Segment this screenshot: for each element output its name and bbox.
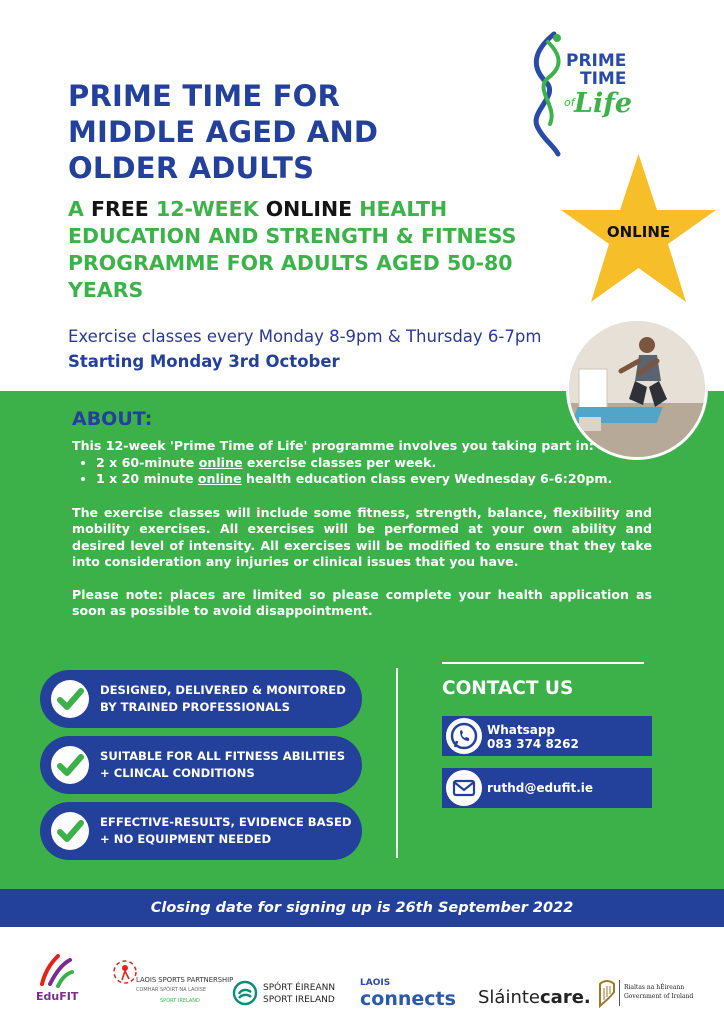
contact-heading: CONTACT US [442, 678, 574, 699]
title-line: OLDER ADULTS [68, 151, 315, 185]
subtitle-word: 12-WEEK [155, 197, 259, 221]
bullet-text: exercise classes per week. [242, 454, 437, 470]
harp-icon [596, 978, 618, 1008]
sponsor-logos [0, 940, 724, 1024]
about-intro: This 12-week 'Prime Time of Life' programme involves you taking part in: [72, 438, 594, 453]
bullet-underline: online [197, 471, 242, 486]
title-line: PRIME TIME FOR [68, 79, 341, 113]
subtitle-word: ONLINE [265, 197, 353, 221]
divider [396, 668, 398, 858]
laois-connects-text: connects [360, 988, 456, 1010]
laois-connects-top: LAOIS [360, 978, 391, 988]
about-note: Please note: places are limited so please complete your health application as soon as possible to avoid disappointment. [72, 586, 652, 618]
logo-of: of [564, 96, 575, 109]
subtitle-word: HEALTH [359, 197, 448, 221]
feature-line: + CLINCAL CONDITIONS [100, 766, 255, 780]
feature-text [100, 814, 360, 848]
feature-line: SUITABLE FOR ALL FITNESS ABILITIES [100, 749, 346, 763]
feature-line: BY TRAINED PROFESSIONALS [100, 700, 290, 714]
bullet-text: 2 x 60-minute [96, 454, 199, 470]
laois-sports-sub: SPORT IRELAND [160, 998, 200, 1004]
subtitle-line: EDUCATION AND STRENGTH & FITNESS [68, 224, 517, 248]
gov-divider [619, 980, 620, 1006]
feature-line: EFFECTIVE-RESULTS, EVIDENCE BASED [100, 815, 352, 829]
start-date: Starting Monday 3rd October [68, 352, 340, 371]
list-item [96, 455, 652, 472]
email-icon-wrap [444, 768, 484, 808]
edufit-logo-text: EduFIT [36, 990, 79, 1003]
sport-ireland-text: SPORT IRELAND [263, 995, 335, 1005]
about-paragraph: The exercise classes will include some fitness, strength, balance, flexibility and mobility exercises. All exercises will be performed at your own ability and desired level of intensity. All exercises will be modified to ensure that they take into consideration any injuries or clinical issues that you have. [72, 504, 652, 569]
bullet-underline: online [198, 454, 243, 470]
gov-text-english: Government of Ireland [624, 993, 694, 1000]
bullet-text: health education class every Wednesday 6-6:20pm. [241, 471, 613, 486]
subtitle-word: FREE [91, 197, 149, 221]
checkmark-icon [50, 811, 90, 851]
about-heading: ABOUT: [72, 408, 153, 430]
feature-text [100, 748, 360, 782]
whatsapp-label: Whatsapp [487, 723, 556, 737]
feature-line: + NO EQUIPMENT NEEDED [100, 832, 272, 846]
feature-line: DESIGNED, DELIVERED & MONITORED [100, 683, 346, 697]
subtitle-line: PROGRAMME FOR ADULTS AGED 50-80 [68, 251, 513, 275]
online-badge-label: ONLINE [606, 223, 671, 241]
feature-text [100, 682, 360, 716]
feature-pill [40, 802, 362, 860]
phone-icon [444, 716, 484, 756]
slaintecare-b: care. [540, 987, 591, 1008]
title-line: MIDDLE AGED AND [68, 115, 379, 149]
closing-date-banner: Closing date for signing up is 26th September 2022 [0, 889, 724, 927]
feature-pill [40, 736, 362, 794]
whatsapp-icon [446, 718, 482, 754]
whatsapp-text[interactable] [487, 723, 579, 751]
sport-ireland-text: SPÓRT ÉIREANN [263, 983, 336, 993]
logo-life: Life [574, 88, 633, 119]
page-title [68, 78, 488, 186]
logo-line: TIME [580, 69, 627, 89]
bullet-text: 1 x 20 minute [96, 471, 198, 486]
email-link[interactable]: ruthd@edufit.ie [487, 781, 594, 795]
slaintecare-logo [478, 987, 591, 1008]
subtitle-word: A [68, 197, 84, 221]
laois-sports-text: LAOIS SPORTS PARTNERSHIP [136, 976, 234, 984]
feature-pill [40, 670, 362, 728]
slaintecare-a: Sláinte [478, 987, 540, 1008]
checkmark-icon [50, 679, 90, 719]
logo-line: PRIME [566, 51, 627, 71]
edufit-logo-icon [36, 954, 76, 988]
envelope-icon [446, 770, 482, 806]
about-list [90, 455, 652, 488]
about-body [72, 438, 652, 620]
schedule-text: Exercise classes every Monday 8-9pm & Thursday 6-7pm [68, 327, 542, 346]
list-item [96, 471, 652, 488]
laois-sports-irish: COMHAR SPÓIRT NA LAOISE [136, 987, 207, 993]
contact-rule [442, 662, 644, 664]
subtitle-line: YEARS [68, 278, 144, 302]
gov-text-irish: Rialtas na hÉireann [624, 984, 685, 991]
checkmark-icon [50, 745, 90, 785]
whatsapp-number: 083 374 8262 [487, 737, 579, 751]
sport-ireland-icon [232, 980, 258, 1006]
logo-text [566, 52, 626, 88]
subtitle [68, 196, 568, 304]
